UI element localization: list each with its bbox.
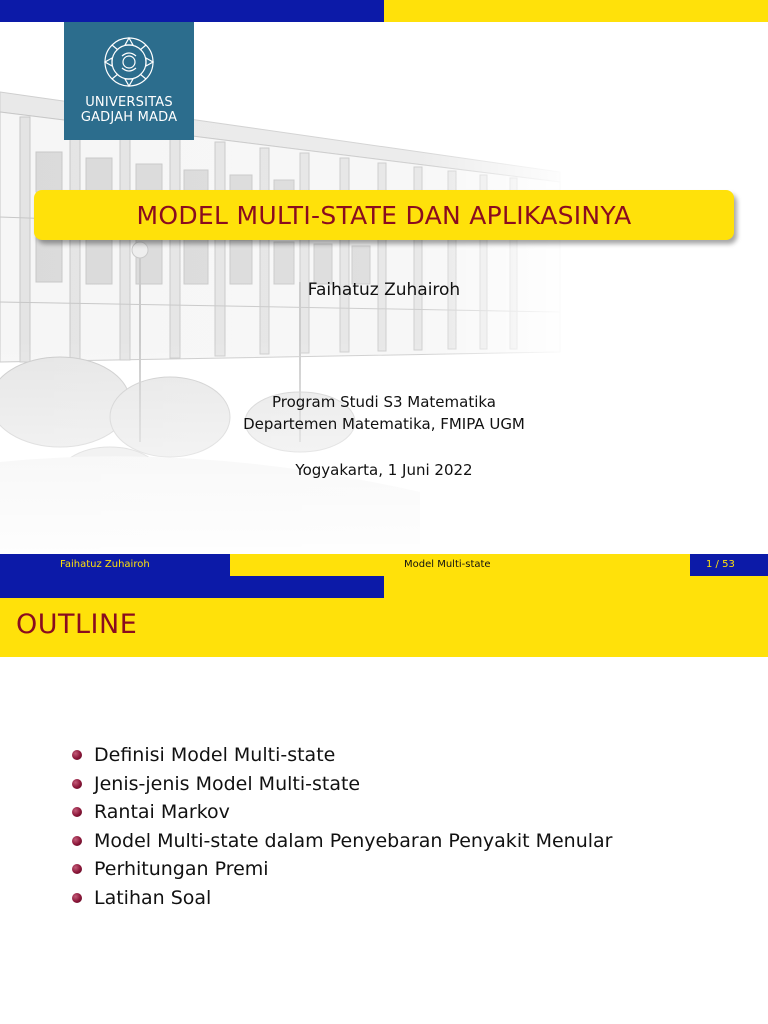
header-bar-yellow	[384, 576, 768, 598]
department-name: Departemen Matematika, FMIPA UGM	[243, 415, 525, 433]
list-item-label: Jenis-jenis Model Multi-state	[94, 772, 361, 795]
footer-short-title: Model Multi-state	[404, 559, 491, 570]
list-item	[72, 884, 612, 913]
university-name	[64, 95, 194, 125]
presentation-title: MODEL MULTI-STATE DAN APLIKASINYA	[136, 201, 632, 230]
list-item-label: Latihan Soal	[94, 886, 212, 909]
outline-slide	[0, 576, 768, 1024]
university-name-line1: UNIVERSITAS	[85, 95, 173, 110]
footer-page-number: 1 / 53	[706, 559, 735, 570]
header-bar-yellow	[384, 0, 768, 22]
author-name: Faihatuz Zuhairoh	[307, 280, 461, 300]
bullet-icon	[72, 750, 82, 760]
bullet-icon	[72, 836, 82, 846]
list-item-label: Model Multi-state dalam Penyebaran Penyakit Menular	[94, 829, 613, 852]
list-item-label: Rantai Markov	[94, 801, 230, 824]
university-name-line2: GADJAH MADA	[80, 110, 178, 125]
list-item	[72, 741, 612, 770]
bullet-icon	[72, 864, 82, 874]
list-item-label: Definisi Model Multi-state	[94, 744, 336, 766]
university-seal-icon	[64, 22, 194, 97]
list-item	[72, 855, 612, 884]
outline-list	[72, 741, 612, 913]
bullet-icon	[72, 779, 82, 789]
program-name: Program Studi S3 Matematika	[272, 393, 496, 411]
bullet-icon	[72, 893, 82, 903]
list-item	[72, 798, 612, 827]
bullet-icon	[72, 807, 82, 817]
list-item	[72, 827, 612, 856]
header-bar-blue	[0, 576, 384, 598]
frame-title: OUTLINE	[16, 609, 138, 640]
header-bar-blue	[0, 0, 384, 22]
list-item	[72, 770, 612, 799]
footer-author: Faihatuz Zuhairoh	[60, 559, 150, 570]
place-date: Yogyakarta, 1 Juni 2022	[295, 461, 473, 479]
list-item-label: Perhitungan Premi	[94, 858, 269, 881]
